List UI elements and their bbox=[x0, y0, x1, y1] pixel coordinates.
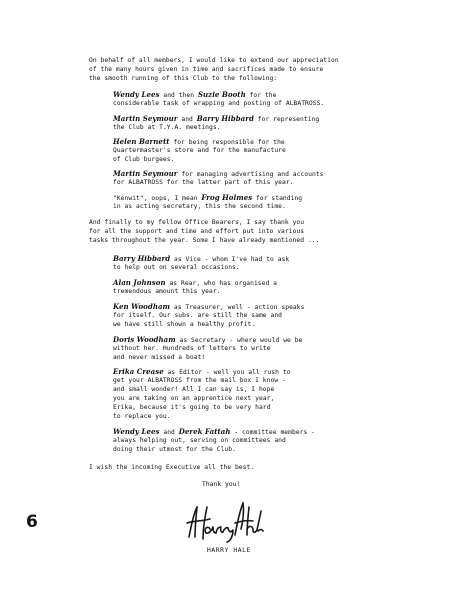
signer-name: HARRY HALE bbox=[207, 547, 251, 554]
thanks-wrapping-line-2: considerable task of wrapping and posting of ALBATROSS. bbox=[113, 100, 325, 107]
name-martin-seymour: Martin Seymour bbox=[113, 114, 178, 123]
name-wendy-lees: Wendy Lees bbox=[113, 90, 160, 99]
name-frog-holmes: Frog Holmes bbox=[201, 193, 253, 202]
office-bearers-line-1: And finally to my fellow Office Bearers, I say thank you bbox=[89, 219, 305, 226]
thanks-tya-line-1: Martin Seymour and Barry Hibbard for representing bbox=[113, 114, 320, 123]
thanks-advertising-line-1: Martin Seymour for managing advertising and accounts bbox=[113, 169, 324, 178]
thanks-advertising-line-2: for ALBATROSS for the latter part of this year. bbox=[113, 179, 294, 186]
intro-line-2: of the many hours given in time and sacrifices made to ensure bbox=[89, 66, 324, 73]
secretary-line-2: without her. Hundreds of letters to write bbox=[113, 345, 271, 352]
vice-line-1: Barry Hibbard as Vice - whom I've had to ask bbox=[113, 254, 290, 263]
secretary-line-3: and never missed a boat! bbox=[113, 354, 206, 361]
page-number: 6 bbox=[26, 512, 38, 532]
editor-line-1: Erika Crease as Editor - well you all rush to bbox=[113, 367, 291, 376]
name-suzie-booth: Suzie Booth bbox=[197, 90, 246, 99]
vice-line-2: to help out on several occasions. bbox=[113, 264, 240, 271]
intro-line-1: On behalf of all members, I would like to extend our appreciation bbox=[89, 57, 339, 64]
office-bearers-line-2: for all the support and time and effort put into various bbox=[89, 228, 305, 235]
handwritten-signature bbox=[183, 499, 265, 543]
office-bearers-line-3: tasks throughout the year. Some I have already mentioned ... bbox=[89, 237, 320, 244]
secretary-line-1: Doris Woodham as Secretary - where would we be bbox=[113, 335, 303, 344]
intro-line-3: the smooth running of this Club to the following: bbox=[89, 75, 278, 82]
editor-line-5: Erika, because it's going to be very hard bbox=[113, 404, 271, 411]
thank-you-line: Thank you! bbox=[202, 481, 241, 488]
thanks-secretary-line-2: in as acting secretary, this the second time. bbox=[113, 203, 286, 210]
treasurer-line-2: for itself. Our subs. are still the same and bbox=[113, 312, 283, 319]
thanks-wrapping-line-1: Wendy Lees and then Suzie Booth for the bbox=[113, 90, 277, 99]
editor-line-4: you are taking on an apprentice next year, bbox=[113, 395, 275, 402]
thanks-store-line-3: of Club burgees. bbox=[113, 156, 175, 163]
treasurer-line-3: we have still shown a healthy profit. bbox=[113, 321, 256, 328]
treasurer-line-1: Ken Woodham as Treasurer, well - action speaks bbox=[113, 302, 305, 311]
rear-line-1: Alan Johnson as Rear, who has organised a bbox=[113, 278, 278, 287]
editor-line-3: and small wonder! All I can say is, I hope bbox=[113, 386, 275, 393]
name-wendy-lees: Wendy Lees bbox=[113, 427, 160, 436]
committee-line-1: Wendy Lees and Derek Fattah - committee members - bbox=[113, 427, 316, 436]
name-barry-hibbard: Barry Hibbard bbox=[113, 254, 171, 263]
name-doris-woodham: Doris Woodham bbox=[113, 335, 176, 344]
thanks-tya-line-2: the Club at T.Y.A. meetings. bbox=[113, 124, 221, 131]
rear-line-2: tremendous amount this year. bbox=[113, 288, 221, 295]
editor-line-6: to replace you. bbox=[113, 413, 171, 420]
committee-line-3: doing their utmost for the Club. bbox=[113, 446, 236, 453]
name-barry-hibbard: Barry Hibbard bbox=[196, 114, 254, 123]
committee-line-2: always helping out, serving on committees and bbox=[113, 437, 286, 444]
name-alan-johnson: Alan Johnson bbox=[113, 278, 166, 287]
thanks-secretary-line-1: "Kenwit", oops, I mean Frog Holmes for standing bbox=[113, 193, 303, 202]
name-ken-woodham: Ken Woodham bbox=[113, 302, 171, 311]
name-derek-fattah: Derek Fattah bbox=[178, 427, 231, 436]
thanks-store-line-1: Helen Barnett for being responsible for the bbox=[113, 137, 285, 146]
editor-line-2: get your ALBATROSS from the mail box I know - bbox=[113, 377, 286, 384]
name-martin-seymour: Martin Seymour bbox=[113, 169, 178, 178]
name-helen-barnett: Helen Barnett bbox=[113, 137, 170, 146]
thanks-store-line-2: Quartermaster's store and for the manufacture bbox=[113, 147, 286, 154]
name-erika-crease: Erika Crease bbox=[113, 367, 164, 376]
closing-line: I wish the incoming Executive all the best. bbox=[89, 464, 255, 471]
